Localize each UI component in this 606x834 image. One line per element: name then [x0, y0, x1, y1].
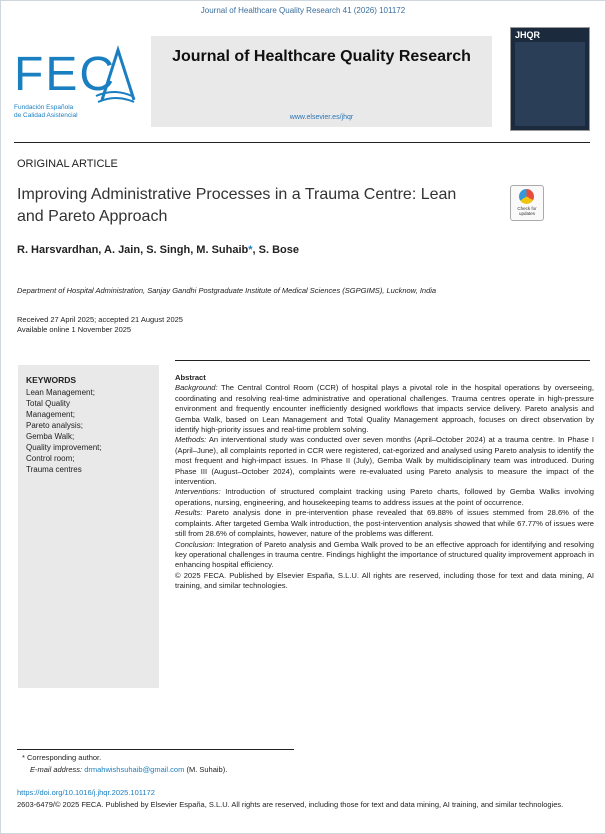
feca-logo-mark [14, 44, 136, 106]
check-updates-line1: Check for [517, 206, 537, 211]
footnote-divider [17, 749, 294, 750]
keyword-item: Trauma centres [26, 465, 82, 474]
email-link[interactable]: drmahwishsuhaib@gmail.com [84, 765, 185, 774]
abstract-copyright: © 2025 FECA. Published by Elsevier España, S.L.U. All rights are reserved, including those for text and data mining, AI training, and similar technologies. [175, 570, 594, 591]
journal-cover-thumbnail[interactable] [510, 27, 590, 131]
check-updates-label [511, 206, 543, 216]
methods-text: An interventional study was conducted over seven months (April–October 2024) at a trauma centre. In Phase I (April–June), all complaints reported in CCR were registered, cat-egorized and analysed using Pareto analysis to identify the most frequent and high-impact issues. In Phase II (July), Gemba Walk by multidisciplinary team was introduced. During Phase III (August–October 2024), complaints were re-evaluated using Pareto analysis to measure the impact of the intervention. [175, 435, 594, 487]
journal-banner [151, 36, 492, 127]
keyword-item: Quality improvement; [26, 443, 102, 452]
abstract-interventions [175, 487, 594, 508]
license-text: 2603-6479/© 2025 FECA. Published by Elsevier España, S.L.U. All rights are reserved, including those for text and data mining, AI training, and similar technologies. [17, 800, 564, 809]
check-updates-line2: updates [518, 211, 535, 216]
email-tail: (M. Suhaib). [186, 765, 228, 774]
received-accepted: Received 27 April 2025; accepted 21 August 2025 [17, 315, 183, 324]
abstract-background [175, 383, 594, 435]
keywords-list [26, 387, 102, 475]
check-for-updates-button[interactable] [510, 185, 544, 221]
authors-main: R. Harsvardhan, A. Jain, S. Singh, M. Suhaib [17, 244, 249, 256]
conclusion-text: Integration of Pareto analysis and Gemba Walk proved to be an effective approach for identifying and resolving key operational challenges in trauma centre. Findings highlight the importance of structured quality improvement approach in enhancing hospital efficiency. [175, 539, 594, 570]
abstract-methods [175, 435, 594, 487]
conclusion-label: Conclusion: [175, 539, 215, 549]
abstract-results [175, 508, 594, 539]
cover-label: JHQR [515, 30, 541, 40]
keyword-item: Total Quality [26, 399, 71, 408]
article-title: Improving Administrative Processes in a Trauma Centre: Lean and Pareto Approach [17, 186, 457, 225]
journal-reference[interactable]: Journal of Healthcare Quality Research 41 (2026) 101172 [200, 6, 406, 15]
affiliation: Department of Hospital Administration, Sanjay Gandhi Postgraduate Institute of Medical Sciences (SGPGIMS), Lucknow, India [17, 286, 437, 295]
svg-text:FEC: FEC [14, 48, 116, 101]
interventions-text: Introduction of structured complaint tracking using Pareto charts, followed by Gemba Walks involving operations, nursing, engineering, and housekeeping teams to address issues at the point of occurrence. [175, 487, 594, 507]
keyword-item: Control room; [26, 454, 75, 463]
interventions-label: Interventions: [175, 487, 221, 497]
abstract-conclusion [175, 540, 594, 571]
email-footnote [30, 765, 227, 774]
header-divider [14, 142, 590, 143]
results-text: Pareto analysis done in pre-intervention phase revealed that 69.88% of issues stemmed from 28.6% of the complaints. After targeted Gemba Walk introduction, the post-intervention analysis showed that while 67.77% of issues were still from 28.6% of complaints, however, nature of the problems was different. [175, 508, 594, 539]
journal-title: Journal of Healthcare Quality Research [172, 48, 471, 65]
article-type: ORIGINAL ARTICLE [17, 158, 118, 170]
keyword-item: Lean Management; [26, 388, 95, 397]
article-dates [17, 315, 183, 335]
corresponding-author-note: * Corresponding author. [22, 753, 102, 762]
methods-label: Methods: [175, 435, 207, 445]
journal-url[interactable]: www.elsevier.es/jhqr [289, 114, 354, 121]
abstract-divider [175, 360, 590, 361]
check-updates-icon [519, 189, 534, 204]
keyword-item: Management; [26, 410, 75, 419]
author-list [17, 244, 299, 256]
keyword-item: Pareto analysis; [26, 421, 83, 430]
background-text: The Central Control Room (CCR) of hospital plays a pivotal role in the hospital operations by overseeing, coordinating and resolving real-time administrative and operational challenges. Trauma centres operate in high-pressure environment and frequently encounter inefficiently designed workflows that impacts service delivery. Pareto analysis and Gemba Walk, based on Lean Management and Total Quality Management approach, focuses on direct observation by identify high-priority issues and real-time problem solving. [175, 383, 594, 435]
authors-tail: , S. Bose [252, 244, 299, 256]
keywords-title: KEYWORDS [26, 375, 77, 385]
available-online: Available online 1 November 2025 [17, 325, 132, 334]
keyword-item: Gemba Walk; [26, 432, 75, 441]
feca-logo [14, 44, 136, 122]
logo-subtitle-1: Fundación Española [14, 104, 74, 111]
cover-image [515, 42, 585, 126]
background-label: Background: [175, 383, 218, 393]
abstract-heading: Abstract [175, 373, 206, 382]
keywords-box [18, 365, 159, 688]
abstract [175, 373, 594, 592]
email-label: E-mail address: [30, 765, 83, 774]
doi-link[interactable]: https://doi.org/10.1016/j.jhqr.2025.101172 [17, 788, 155, 797]
logo-subtitle-2: de Calidad Asistencial [14, 112, 78, 119]
corresponding-author-mark[interactable]: * [248, 244, 253, 256]
results-label: Results: [175, 508, 203, 518]
